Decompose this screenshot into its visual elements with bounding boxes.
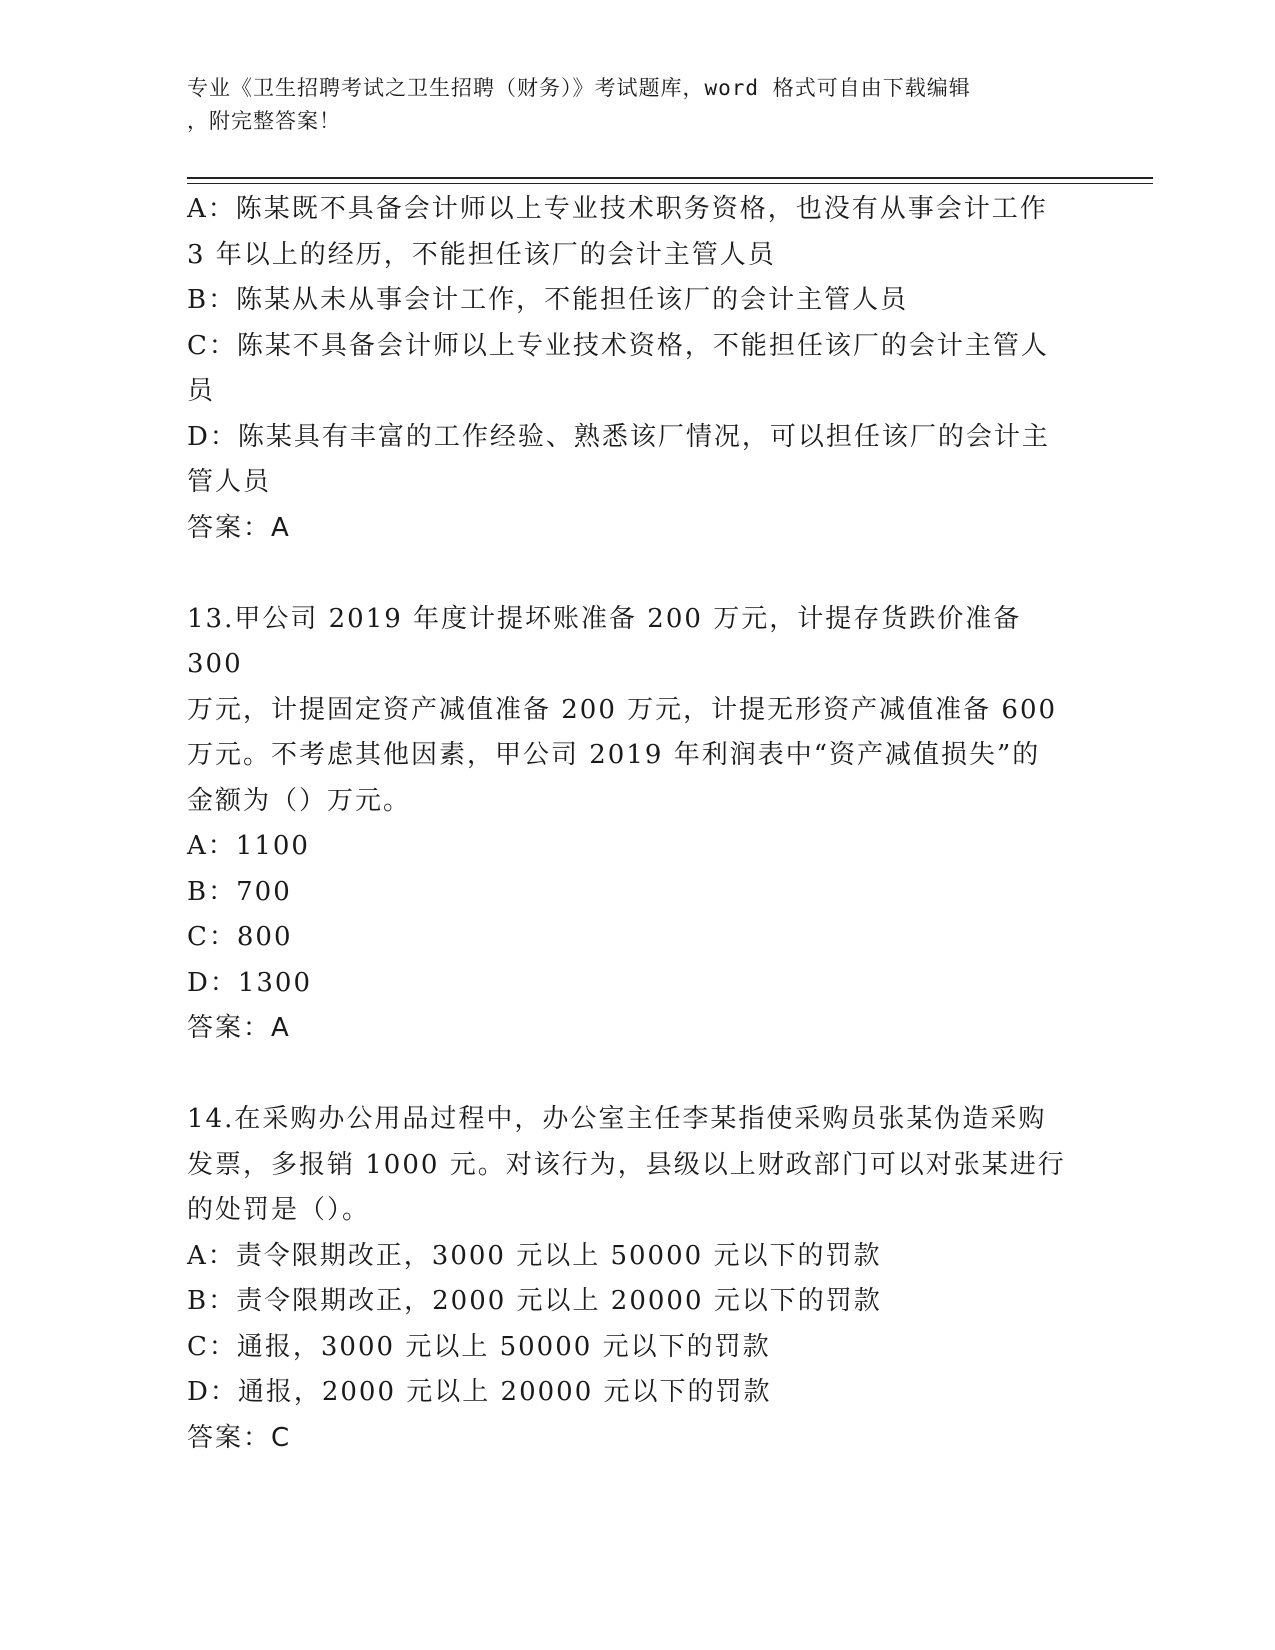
q13-option-b: B：700 <box>187 876 292 907</box>
header-divider-thick <box>187 177 1153 179</box>
q13-stem-line-4: 金额为（）万元。 <box>187 785 412 816</box>
q12-answer: 答案：A <box>187 512 291 543</box>
document-header <box>187 72 1067 138</box>
q13-stem-line-3: 万元。不考虑其他因素，甲公司 2019 年利润表中“资产减值损失”的 <box>187 740 1041 770</box>
q12-option-d-line-2: 管人员 <box>187 467 272 497</box>
q12-option-c-line-2: 员 <box>187 376 216 406</box>
q14-option-d: D：通报，2000 元以上 20000 元以下的罚款 <box>187 1377 772 1407</box>
q13-option-d: D：1300 <box>187 967 313 998</box>
q13-stem-line-2: 万元，计提固定资产减值准备 200 万元，计提无形资产减值准备 600 <box>187 694 1058 725</box>
q14-option-c: C：通报，3000 元以上 50000 元以下的罚款 <box>187 1331 771 1362</box>
document-body <box>187 187 1072 1461</box>
q14-stem-line-3: 的处罚是（）。 <box>187 1195 371 1225</box>
q14-option-a: A：责令限期改正，3000 元以上 50000 元以下的罚款 <box>187 1240 882 1271</box>
q13-stem-line-1: 13.甲公司 2019 年度计提坏账准备 200 万元，计提存货跌价准备 300 <box>187 603 1032 679</box>
question-14-block <box>187 1097 1072 1461</box>
question-13-block <box>187 597 1072 1052</box>
q12-option-c-line-1: C：陈某不具备会计师以上专业技术资格，不能担任该厂的会计主管人 <box>187 330 1049 361</box>
header-line-1: 专业《卫生招聘考试之卫生招聘（财务）》考试题库，word 格式可自由下载编辑 <box>187 76 971 100</box>
q12-option-d-line-1: D：陈某具有丰富的工作经验、熟悉该厂情况，可以担任该厂的会计主 <box>187 421 1050 452</box>
q13-answer: 答案：A <box>187 1013 291 1043</box>
question-12-block <box>187 187 1072 551</box>
header-line-2: ，附完整答案！ <box>187 109 341 133</box>
q12-option-b: B：陈某从未从事会计工作，不能担任该厂的会计主管人员 <box>187 285 909 315</box>
q12-option-a-line-1: A：陈某既不具备会计师以上专业技术职务资格，也没有从事会计工作 <box>187 194 1048 224</box>
q14-answer: 答案：C <box>187 1422 292 1453</box>
header-divider-thin <box>187 183 1153 184</box>
q13-option-a: A：1100 <box>187 831 310 861</box>
q14-stem-line-2: 发票，多报销 1000 元。对该行为，县级以上财政部门可以对张某进行 <box>187 1149 1066 1180</box>
q13-option-c: C：800 <box>187 922 293 952</box>
q14-stem-line-1: 14.在采购办公用品过程中，办公室主任李某指使采购员张某伪造采购 <box>187 1104 1047 1134</box>
question-spacer <box>187 1052 1072 1098</box>
question-spacer <box>187 551 1072 597</box>
q14-option-b: B：责令限期改正，2000 元以上 20000 元以下的罚款 <box>187 1286 882 1316</box>
q12-option-a-line-2: 3 年以上的经历，不能担任该厂的会计主管人员 <box>187 239 776 270</box>
